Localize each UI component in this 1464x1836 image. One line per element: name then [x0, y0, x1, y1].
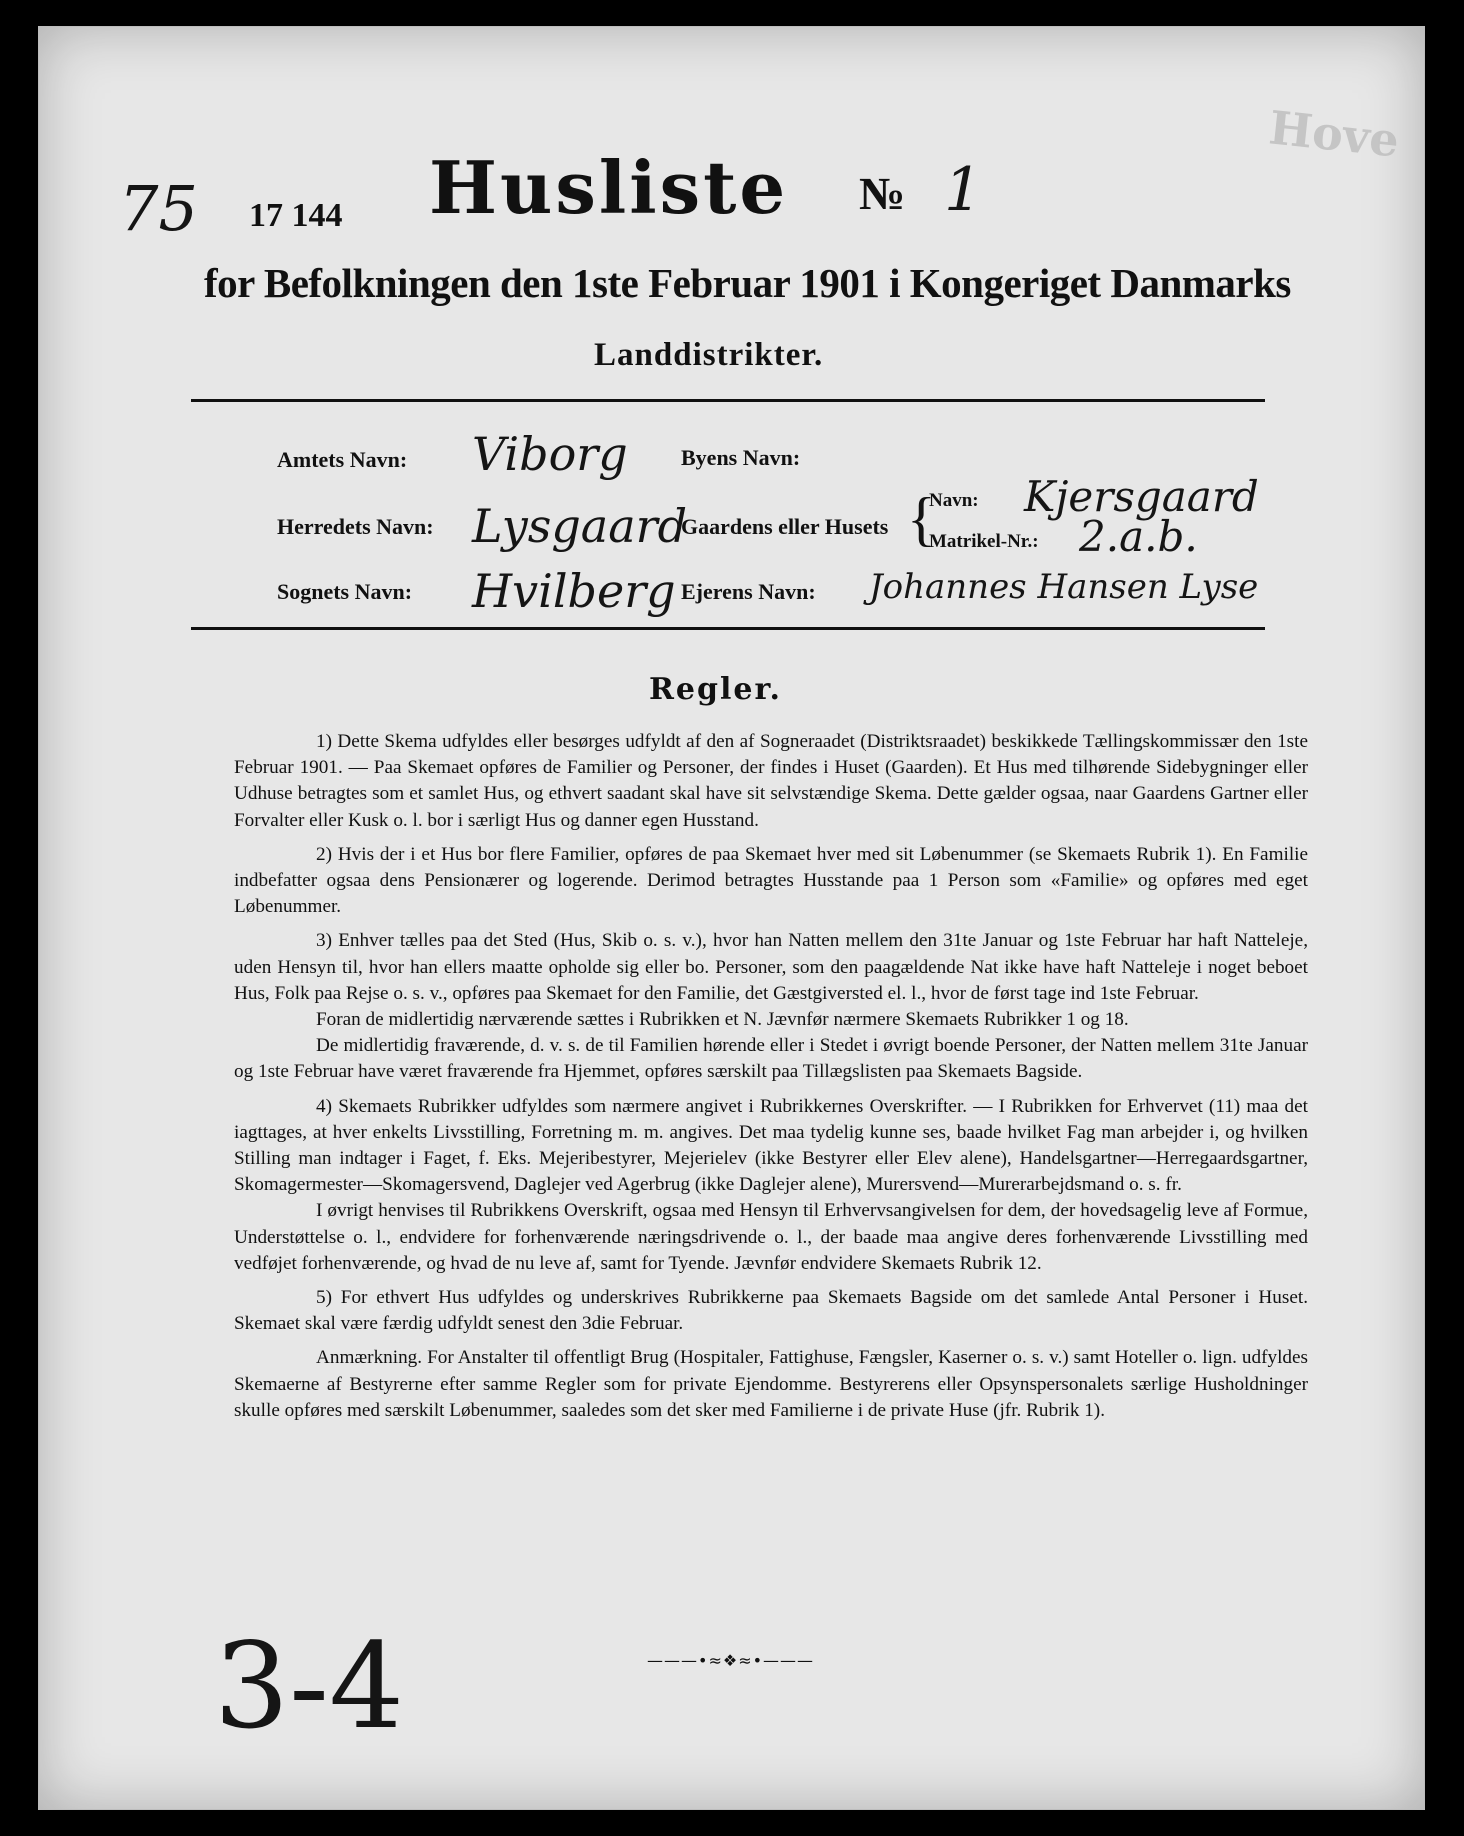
regler-heading: Regler.: [649, 672, 782, 707]
handwritten-note: 3-4: [214, 1617, 405, 1755]
matrikel-value: 2.a.b.: [1079, 512, 1198, 561]
census-sheet: [38, 26, 1425, 1810]
rule-paragraph-1: 1) Dette Skema udfyldes eller besørges udfyldt af den af Sogneraadet (Distriktsraadet) beskikkede Tællingskommissær den 1ste Februar 1901. — Paa Skemaet opføres de Familier og Personer, der findes i Huset (Gaarden). Et Hus med tilhørende Sidebygninger eller Udhuse betragtes som et samlet Hus, og ethvert saadant skal have sit selvstændige Skema. Dette gælder ogsaa, naar Gaardens Gartner eller Forvalter eller Kusk o. l. bor i særligt Hus og danner egen Husstand.: [234, 731, 1308, 831]
rules-body: [234, 729, 1308, 1432]
rule-paragraph-3c: De midlertidig fraværende, d. v. s. de til Familien hørende eller i Stedet i øvrigt boende Personer, der Natten mellem 31te Januar og 1ste Februar have været fraværende fra Hjemmet, opføres særskilt paa Tillægslisten paa Skemaets Bagside.: [234, 1035, 1308, 1083]
by-label: Byens Navn:: [681, 445, 801, 470]
amt-value: Viborg: [472, 427, 628, 481]
amt-label: Amtets Navn:: [277, 447, 408, 472]
bottom-rule: [191, 627, 1265, 630]
ornament: ———•≈❖≈•———: [647, 1651, 815, 1670]
rule-paragraph-4: 4) Skemaets Rubrikker udfyldes som nærmere angivet i Rubrikkernes Overskrifter. — I Rubrikken for Erhvervet (11) maa det iagttages, at hver enkelts Livsstilling, Forretning m. m. angives. Det maa tydelig kunne ses, baade hvilket Fag man arbejder i, og hvilken Stilling man indtager i Faget, f. Eks. Mejeribestyrer, Mejerielev (ikke Bestyrer eller Elev alene), Handelsgartner—Herregaardsgartner, Skomagermester—Skomagersvend, Daglejer ved Agerbrug (ikke Daglejer alene), Murersvend—Murerarbejdsmand o. s. fr.: [234, 1095, 1308, 1196]
handwritten-number: 75: [119, 172, 198, 245]
herred-value: Lysgaard: [472, 499, 688, 553]
ejer-value: Johannes Hansen Lyse: [869, 567, 1259, 607]
page-title: Husliste: [429, 145, 789, 230]
ejer-label: Ejerens Navn:: [681, 579, 816, 604]
rule-paragraph-4b: I øvrigt henvises til Rubrikkens Overskrift, ogsaa med Hensyn til Erhvervsangivelsen for dem, der hovedsagelig leve af Formue, Understøttelse o. l., endvidere for forhenværende næringsdrivende o. l., der baade maa angive deres forhenværende Livsstilling med vedføjet forhenværende, og hvad de nu leve af, samt for Tyende. Jævnfør endvidere Skemaets Rubrik 12.: [234, 1200, 1308, 1274]
rule-paragraph-3b: Foran de midlertidig nærværende sættes i Rubrikken et N. Jævnfør nærmere Skemaets Rubrikker 1 og 18.: [316, 1009, 1129, 1031]
gaard-bracket: {: [907, 486, 936, 552]
sogn-label: Sognets Navn:: [277, 579, 413, 604]
rule-paragraph-2: 2) Hvis der i et Hus bor flere Familier, opføres de paa Skemaet hver med sit Løbenummer (se Skemaets Rubrik 1). En Familie indbefatter ogsaa dens Pensionærer og logerende. Derimod betragtes Husstande paa 1 Person som «Familie» og opføres med eget Løbenummer.: [234, 843, 1308, 918]
faint-stamp: Hove: [1266, 100, 1402, 168]
handwritten-list-number: 1: [944, 155, 983, 225]
herred-label: Herredets Navn:: [277, 514, 434, 539]
sogn-value: Hvilberg: [472, 564, 676, 618]
subtitle: for Befolkningen den 1ste Februar 1901 i Kongeriget Danmarks: [204, 260, 1291, 306]
matrikel-label: Matrikel-Nr.:: [929, 531, 1039, 552]
top-rule: [191, 399, 1265, 402]
subsubtitle: Landdistrikter.: [594, 337, 824, 373]
gaard-navn-label: Navn:: [929, 490, 979, 511]
printed-numbers: 17 144: [249, 197, 343, 234]
rule-paragraph-5: 5) For ethvert Hus udfyldes og underskrives Rubrikkerne paa Skemaets Bagside om det samlede Antal Personer i Huset. Skemaet skal være færdig udfyldt senest den 3die Februar.: [234, 1287, 1308, 1335]
gaard-navn-value: Kjersgaard: [1024, 472, 1259, 521]
rule-note: Anmærkning. For Anstalter til offentligt Brug (Hospitaler, Fattighuse, Fængsler, Kaserner o. s. v.) samt Hoteller o. lign. udfyldes Skemaerne af Bestyrerne efter samme Regler som for private Ejendomme. Bestyrerens eller Opsynspersonalets særlige Husholdninger skulle opføres med særskilt Løbenummer, saaledes som det sker med Familierne i de private Huse (jfr. Rubrik 1).: [234, 1347, 1308, 1421]
rule-paragraph-3: 3) Enhver tælles paa det Sted (Hus, Skib o. s. v.), hvor han Natten mellem den 31te Januar og 1ste Februar har haft Natteleje, uden Hensyn til, hvor han ellers maatte opholde sig eller bo. Personer, som den paagældende Nat ikke have haft Natteleje i noget beboet Hus, Folk paa Rejse o. s. v., opføres paa Skemaet for den Familie, det Gæstgiversted el. l., hvor de først tage ind 1ste Februar.: [234, 930, 1308, 1004]
gaard-label: Gaardens eller Husets: [681, 514, 889, 539]
number-mark: №: [859, 168, 906, 219]
